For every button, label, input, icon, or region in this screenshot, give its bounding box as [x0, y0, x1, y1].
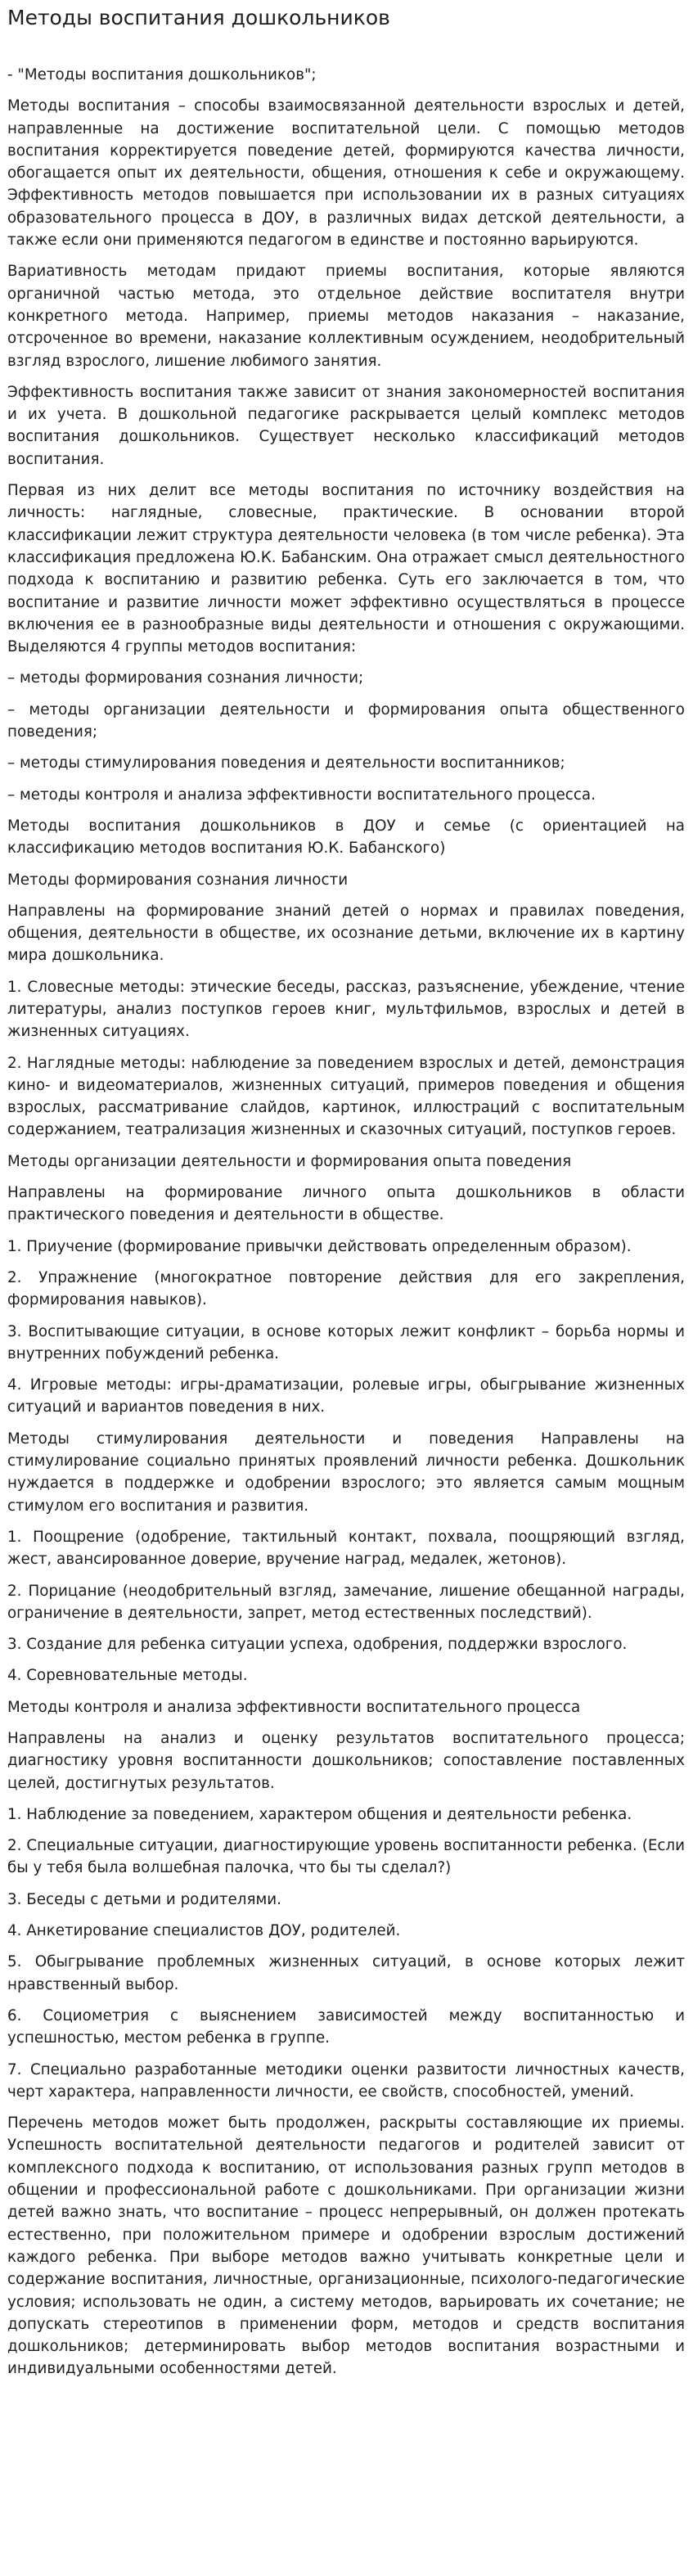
section-description: Направлены на анализ и оценку результатов воспитательного процесса; диагностику уровня воспитанности дошкольников; сопоставление поставленных целей, достигнутых результатов.: [7, 1730, 685, 1792]
paragraph-effectiveness: Эффективность воспитания также зависит от знания закономерностей воспитания и их учета. В дошкольной педагогике раскрывается целый комплекс методов воспитания дошкольников. Существует несколько классификаций методов воспитания.: [7, 383, 685, 468]
paragraph-variability: Вариативность методам придают приемы воспитания, которые являются органичной частью метода, это отдельное действие воспитателя внутри конкретного метода. Например, приемы методов наказания – наказание, отсроченное во времени, наказание коллективным осуждением, неодобрительный взгляд взрослого, лишение любимого занятия.: [7, 263, 685, 370]
list-item: – методы контроля и анализа эффективности воспитательного процесса.: [7, 786, 596, 804]
paragraph-conclusion: Перечень методов может быть продолжен, раскрыты составляющие их приемы. Успешность воспитательной деятельности педагогов и родителей зависит от комплексного подхода к воспитанию, от использования разных групп методов в общении и профессиональной работе с дошкольниками. При организации жизни детей важно знать, что воспитание – процесс непрерывный, он должен протекать естественно, при положительном примере и одобрении взрослым достижений каждого ребенка. При выборе методов важно учитывать конкретные цели и содержание воспитания, личностные, организационные, психолого-педагогические условия; использовать не один, а систему методов, варьировать их сочетание; не допускать стереотипов в применении форм, методов и средств воспитания дошкольников; детерминировать выбор методов воспитания возрастными и индивидуальными особенностями детей.: [7, 2114, 685, 2378]
list-item: 2. Упражнение (многократное повторение действия для его закрепления, формирования навыков).: [7, 1268, 685, 1309]
list-item: – методы организации деятельности и формирования опыта общественного поведения;: [7, 700, 685, 741]
section-description: Направлены на формирование личного опыта дошкольников в области практического поведения и деятельности в обществе.: [7, 1184, 685, 1224]
list-item: 1. Поощрение (одобрение, тактильный контакт, похвала, поощряющий взгляд, жест, авансированное доверие, вручение наград, медалек, жетонов).: [7, 1528, 685, 1569]
list-item: 6. Социометрия с выяснением зависимостей между воспитанностью и успешностью, местом ребенка в группе.: [7, 2006, 685, 2047]
list-item: 4. Игровые методы: игры-драматизации, ролевые игры, обыгрывание жизненных ситуаций и вариантов поведения в них.: [7, 1376, 685, 1416]
section-intro: Методы воспитания дошкольников в ДОУ и семье (с ориентацией на классификацию методов воспитания Ю.К. Бабанского): [7, 817, 685, 858]
list-item: 1. Наблюдение за поведением, характером общения и деятельности ребенка.: [7, 1805, 632, 1823]
list-item: 3. Воспитывающие ситуации, в основе которых лежит конфликт – борьба нормы и внутренних побуждений ребенка.: [7, 1322, 685, 1362]
list-item: 1. Словесные методы: этические беседы, рассказ, разъяснение, убеждение, чтение литературы, анализ поступков героев книг, мультфильмов, взрослых и детей в жизненных ситуациях.: [7, 978, 685, 1041]
paragraph-classification: Первая из них делит все методы воспитания по источнику воздействия на личность: наглядные, словесные, практические. В основании второй классификации лежит структура деятельности человека (в том числе ребенка). Эта классификация предложена Ю.К. Бабанским. Она отражает смысл деятельностного подхода к воспитанию и развитию ребенка. Суть его заключается в том, что воспитание и развитие личности может эффективно осуществляться в процессе включения ее в разнообразные виды деятельности и отношения с окружающими. Выделяются 4 группы методов воспитания:: [7, 482, 685, 656]
list-item: 1. Приучение (формирование привычки действовать определенным образом).: [7, 1237, 632, 1255]
list-item: 5. Обыгрывание проблемных жизненных ситуаций, в основе которых лежит нравственный выбор.: [7, 1953, 685, 1993]
list-item: 3. Создание для ребенка ситуации успеха, одобрения, поддержки взрослого.: [7, 1636, 628, 1654]
paragraph-definition: Методы воспитания – способы взаимосвязанной деятельности взрослых и детей, направленные на достижение воспитательной цели. С помощью методов воспитания корректируется поведение детей, формируются качества личности, обогащается опыт их деятельности, общения, отношения к себе и окружающему. Эффективность методов повышается при использовании их в разных ситуациях образовательного процесса в ДОУ, в различных видах детской деятельности, а также если они применяются педагогом в единстве и постоянно варьируются.: [7, 97, 685, 250]
section-description: Методы стимулирования деятельности и поведения Направлены на стимулирование социально принятых проявлений личности ребенка. Дошкольник нуждается в поддержке и одобрении взрослого; это является самым мощным стимулом его воспитания и развития.: [7, 1430, 685, 1515]
section-heading: Методы контроля и анализа эффективности воспитательного процесса: [7, 1698, 581, 1716]
list-item: – методы формирования сознания личности;: [7, 669, 364, 687]
list-item: 2. Наглядные методы: наблюдение за поведением взрослых и детей, демонстрация кино- и видеоматериалов, жизненных ситуаций, примеров поведения и общения взрослых, рассматривание слайдов, картинок, иллюстраций с воспитательным содержанием, театрализация жизненных и сказочных ситуаций, поступков героев.: [7, 1054, 685, 1139]
list-item: – методы стимулирования поведения и деятельности воспитанников;: [7, 754, 565, 772]
list-item: 4. Анкетирование специалистов ДОУ, родителей.: [7, 1922, 401, 1940]
paragraph-quote: - "Методы воспитания дошкольников";: [7, 66, 317, 83]
section-heading: Методы организации деятельности и формирования опыта поведения: [7, 1152, 572, 1170]
list-item: 2. Порицание (неодобрительный взгляд, замечание, лишение обещанной награды, ограничение в деятельности, запрет, метод естественных последствий).: [7, 1582, 685, 1622]
list-item: 3. Беседы с детьми и родителями.: [7, 1890, 281, 1908]
list-item: 4. Соревновательные методы.: [7, 1667, 248, 1685]
article-body: [7, 64, 685, 2380]
page-title: Методы воспитания дошкольников: [7, 6, 390, 29]
list-item: 2. Специальные ситуации, диагностирующие уровень воспитанности ребенка. (Если бы у тебя была волшебная палочка, что бы ты сделал?): [7, 1837, 685, 1877]
list-item: 7. Специально разработанные методики оценки развитости личностных качеств, черт характера, направленности личности, ее свойств, способностей, умений.: [7, 2060, 685, 2101]
section-heading: Методы формирования сознания личности: [7, 871, 349, 889]
section-description: Направлены на формирование знаний детей о нормах и правилах поведения, общения, деятельности в обществе, их осознание детьми, включение их в картину мира дошкольника.: [7, 902, 685, 965]
